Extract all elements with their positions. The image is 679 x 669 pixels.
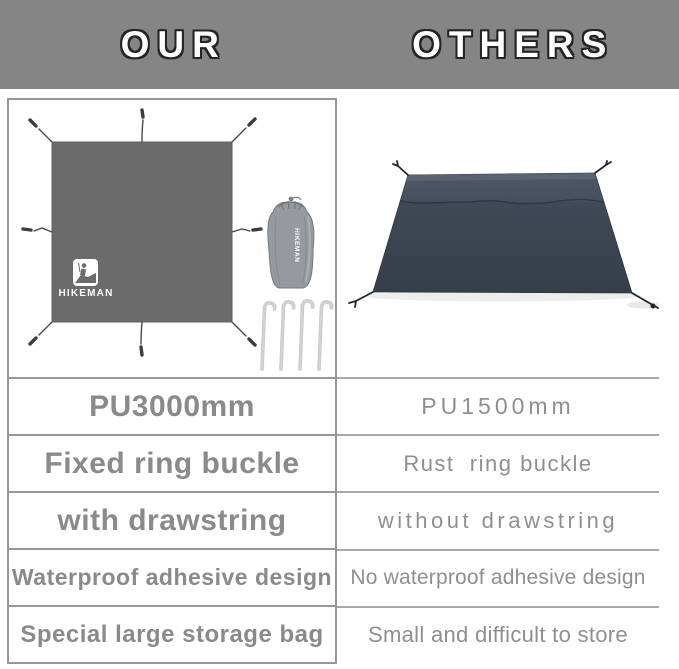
our-waterproof-rating: PU3000mm: [9, 377, 335, 434]
corner-tie-knot: [651, 304, 656, 309]
bag-brand-text: HIKEMAN: [293, 228, 300, 263]
our-buckle-feature: Fixed ring buckle: [9, 434, 335, 491]
brand-logo-text: HIKEMAN: [58, 288, 114, 299]
our-product-image: [9, 100, 335, 377]
others-storage-feature: Small and difficult to store: [337, 606, 659, 663]
our-product-card: [7, 98, 337, 664]
others-header-cell: [340, 0, 679, 89]
our-tarp-illustration: [9, 100, 335, 377]
our-comparison-column: [9, 377, 335, 662]
our-header-cell: [0, 0, 340, 89]
our-column-title: OUR: [120, 23, 227, 65]
others-comparison-column: [337, 377, 659, 663]
others-drawstring-feature: without drawstring: [337, 491, 659, 548]
tent-stakes-image: [262, 301, 332, 369]
others-product-image: [340, 98, 679, 377]
others-column-title: OTHERS: [412, 23, 615, 65]
comparison-header: [0, 0, 679, 89]
others-adhesive-feature: No waterproof adhesive design: [337, 549, 659, 606]
others-buckle-feature: Rust ring buckle: [337, 434, 659, 491]
our-adhesive-feature: Waterproof adhesive design: [9, 548, 335, 605]
others-tarp-illustration: [340, 98, 679, 377]
tarp-lower-shade: [373, 201, 632, 293]
others-waterproof-rating: PU1500mm: [337, 377, 659, 434]
our-drawstring-feature: with drawstring: [9, 491, 335, 548]
storage-bag-image: [268, 197, 314, 288]
our-storage-feature: Special large storage bag: [9, 605, 335, 662]
